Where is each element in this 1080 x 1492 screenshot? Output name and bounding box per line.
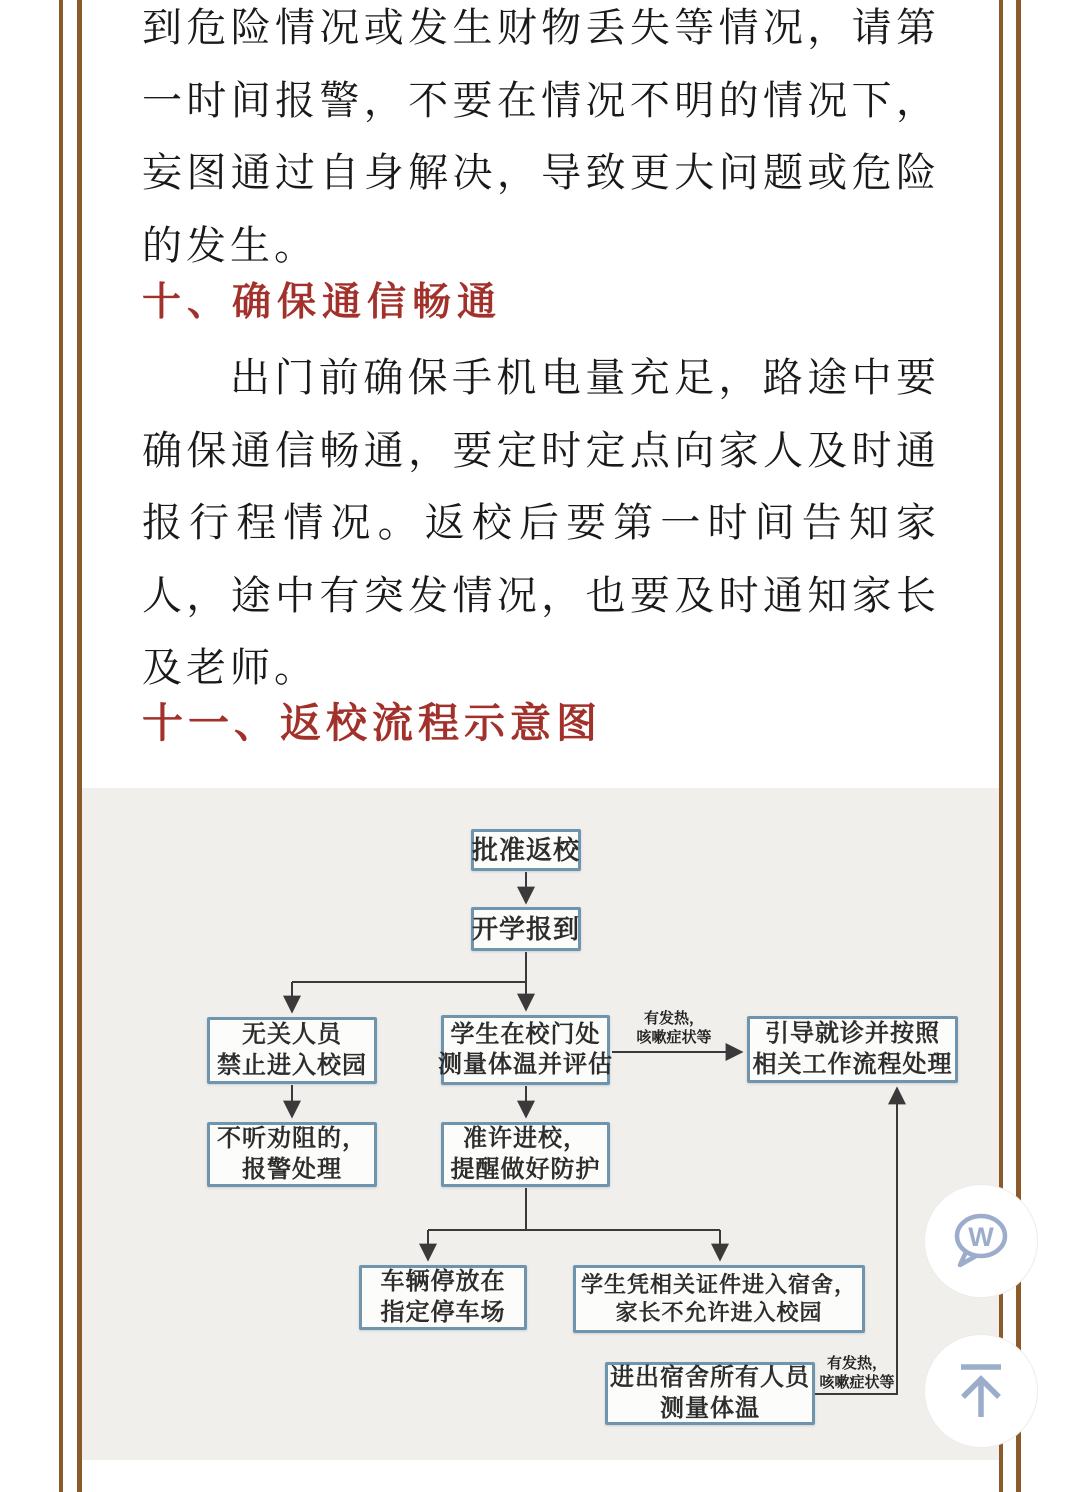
flow-box-vehicle-parking: 车辆停放在 指定停车场: [359, 1265, 527, 1330]
fever-symptoms-label-2: 有发热， 咳嗽症状等: [819, 1355, 895, 1391]
comment-bubble-icon: [948, 1208, 1014, 1274]
flow-box-approve-return: 批准返校: [471, 829, 581, 871]
text-line: 出门前确保手机电量充足，路途中要: [230, 356, 940, 400]
back-to-top-button[interactable]: [924, 1334, 1038, 1448]
flow-box-gate-temp-check: 学生在校门处 测量体温并评估: [441, 1015, 610, 1085]
text-line: 人，途中有突发情况，也要及时通知家长: [142, 573, 940, 618]
flow-box-allow-entry: 准许进校， 提醒做好防护: [441, 1122, 610, 1187]
text-line: 到危险情况或发生财物丢失等情况，请第: [142, 6, 940, 50]
text-line: 的发生。: [142, 223, 318, 268]
frame-line-left-inner: [77, 0, 82, 1492]
comment-button[interactable]: [924, 1184, 1038, 1298]
back-to-top-icon: [948, 1358, 1014, 1424]
fever-symptoms-label-1: 有发热， 咳嗽症状等: [636, 1010, 712, 1046]
text-line: 及老师。: [142, 646, 318, 690]
text-line: 妄图通过自身解决，导致更大问题或危险: [142, 151, 940, 195]
flow-box-guide-to-treatment: 引导就诊并按照 相关工作流程处理: [747, 1016, 958, 1083]
text-line: 一时间报警，不要在情况不明的情况下，: [142, 78, 940, 123]
text-line: 报行程情况。返校后要第一时间告知家: [142, 501, 940, 545]
flowchart-image[interactable]: [82, 788, 1000, 1460]
flow-box-unrelated-no-entry: 无关人员 禁止进入校园: [207, 1017, 377, 1084]
flow-box-school-registration: 开学报到: [471, 907, 581, 951]
text-line: 确保通信畅通，要定时定点向家人及时通: [142, 428, 940, 473]
paragraph-2: [142, 342, 940, 705]
paragraph-1: [142, 0, 940, 282]
section-heading-11: 十一、返校流程示意图: [142, 700, 602, 746]
frame-line-left-outer: [59, 0, 63, 1492]
flow-box-report-to-police: 不听劝阻的， 报警处理: [207, 1122, 377, 1187]
flow-box-dorm-entry-rules: 学生凭相关证件进入宿舍， 家长不允许进入校园: [573, 1265, 865, 1333]
flow-box-dorm-temp-check: 进出宿舍所有人员 测量体温: [605, 1362, 815, 1425]
section-heading-10: 十、确保通信畅通: [142, 281, 503, 324]
comment-bubble-letter: W: [968, 1222, 994, 1252]
